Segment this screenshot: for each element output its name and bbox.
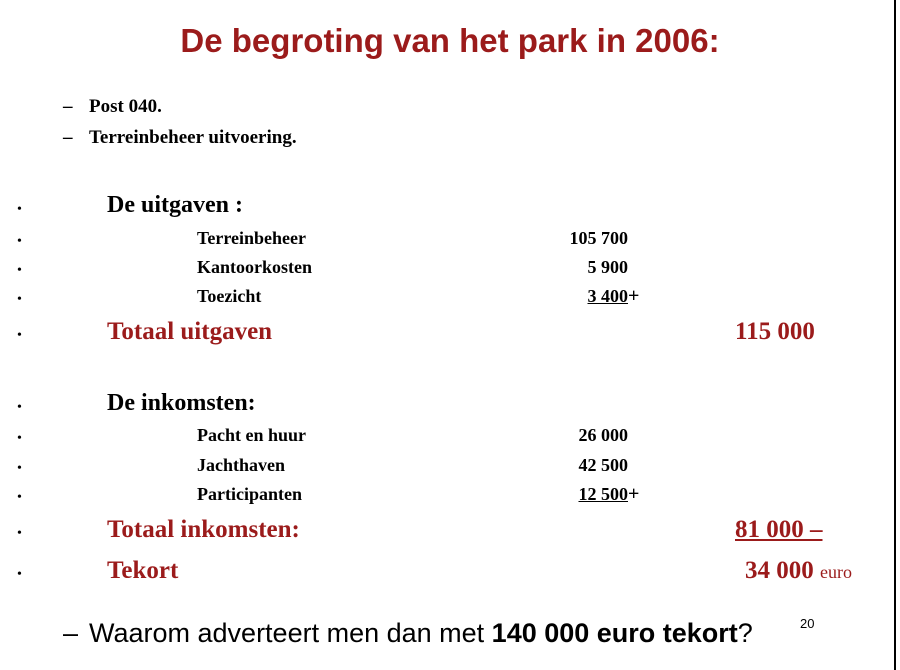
bullet: • <box>17 400 22 415</box>
income-amount: 12 500 <box>578 484 628 504</box>
income-amount: 26 000 <box>578 425 628 445</box>
expense-label: Kantoorkosten <box>197 257 313 277</box>
bullet: • <box>17 292 22 307</box>
dash-marker: – <box>63 618 79 648</box>
dash-marker: – <box>63 96 73 117</box>
bullet: • <box>17 567 22 582</box>
income-label: Participanten <box>197 484 302 504</box>
question-suffix: ? <box>737 618 753 648</box>
expenses-total-value: 115 000 <box>735 318 815 345</box>
bullet: • <box>17 202 22 217</box>
slide-title: De begroting van het park in 2006: <box>180 22 720 59</box>
expenses-total-label: Totaal uitgaven <box>107 318 273 345</box>
deficit-row <box>0 557 900 587</box>
bullet: • <box>17 490 22 505</box>
page-number: 20 <box>800 616 815 631</box>
income-total-label: Totaal inkomsten: <box>107 516 300 543</box>
expense-amount: 3 400 <box>587 286 628 306</box>
income-row <box>0 425 900 455</box>
expense-row <box>0 286 900 316</box>
expense-row <box>0 228 900 258</box>
expense-label: Toezicht <box>197 286 262 306</box>
plus-sign: + <box>628 285 640 307</box>
expense-amount: 105 700 <box>569 228 628 248</box>
income-row <box>0 484 900 514</box>
deficit-value <box>745 557 852 585</box>
expense-label: Terreinbeheer <box>197 228 306 248</box>
expenses-heading-row <box>0 192 900 222</box>
deficit-label: Tekort <box>107 557 179 584</box>
income-total-row <box>0 516 900 546</box>
bullet: • <box>17 526 22 541</box>
bullet: • <box>17 328 22 343</box>
dash-marker: – <box>63 127 73 148</box>
income-label: Jachthaven <box>197 455 286 475</box>
question-line <box>63 618 753 649</box>
expenses-total-row <box>0 318 900 348</box>
income-row <box>0 455 900 485</box>
expenses-heading: De uitgaven : <box>107 192 243 218</box>
income-heading: De inkomsten: <box>107 390 256 416</box>
question-bold: 140 000 euro tekort <box>491 618 738 648</box>
bullet: • <box>17 431 22 446</box>
bullet: • <box>17 263 22 278</box>
income-total-value: 81 000 – <box>735 516 823 543</box>
expense-amount: 5 900 <box>587 257 628 277</box>
deficit-amount: 34 000 <box>745 557 814 584</box>
bullet: • <box>17 234 22 249</box>
subitem-label: Terreinbeheer uitvoering. <box>89 127 297 148</box>
subitem-post <box>63 96 162 118</box>
income-heading-row <box>0 390 900 420</box>
question-prefix: Waarom adverteert men dan met <box>89 618 492 648</box>
income-label: Pacht en huur <box>197 425 307 445</box>
deficit-unit: euro <box>820 562 852 582</box>
subitem-label: Post 040. <box>89 96 162 117</box>
subitem-terreinbeheer <box>63 127 297 149</box>
plus-sign: + <box>628 483 640 505</box>
bullet: • <box>17 461 22 476</box>
income-amount: 42 500 <box>578 455 628 475</box>
expense-row <box>0 257 900 287</box>
